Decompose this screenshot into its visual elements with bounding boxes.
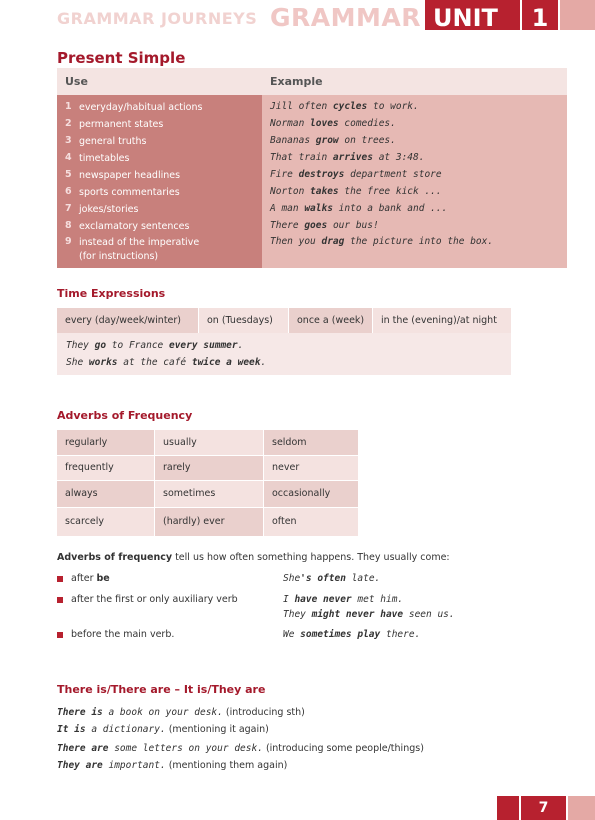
section-title-adverbs: Adverbs of Frequency [57, 409, 193, 422]
adverb-example-2a: I have never met him. [283, 594, 404, 605]
adverb-cell: seldom [264, 430, 358, 455]
adverb-example-2b: They might never have seen us. [283, 609, 455, 620]
example-sentence: Norton takes the free kick ... [270, 186, 442, 197]
adverbs-paragraph: Adverbs of frequency tell us how often something happens. They usually come: [57, 552, 450, 563]
footer-accent-right [568, 796, 595, 820]
present-simple-uses [57, 95, 262, 268]
adverb-cell: usually [155, 430, 263, 455]
header-accent [560, 0, 595, 30]
header-ghost-title: GRAMMAR JOURNEYS [57, 9, 258, 28]
bullet-icon [57, 597, 63, 603]
time-expression-cell: on (Tuesdays) [199, 308, 288, 333]
adverb-cell: (hardly) ever [155, 508, 263, 536]
header-big-title: GRAMMAR [270, 3, 421, 32]
example-sentence: Bananas grow on trees. [270, 135, 396, 146]
time-expression-cell: once a (week) [289, 308, 372, 333]
time-expression-cell: in the (evening)/at night [373, 308, 511, 333]
use-number: 5 [65, 169, 72, 180]
section-title-time-expressions: Time Expressions [57, 287, 166, 300]
adverb-cell: always [57, 481, 154, 507]
use-text: everyday/habitual actions [79, 102, 203, 113]
unit-number: 1 [522, 0, 558, 30]
page-header [0, 0, 595, 32]
use-text: timetables [79, 153, 130, 164]
adverb-cell: often [264, 508, 358, 536]
example-sentence: There goes our bus! [270, 220, 379, 231]
use-number: 1 [65, 101, 72, 112]
use-text: newspaper headlines [79, 170, 181, 181]
adverb-cell: sometimes [155, 481, 263, 507]
use-text: general truths [79, 136, 147, 147]
time-example-1: They go to France every summer. [66, 340, 244, 351]
adverb-cell: scarcely [57, 508, 154, 536]
time-expressions-examples [57, 333, 511, 375]
adverb-cell: never [264, 456, 358, 480]
example-sentence: Fire destroys department store [270, 169, 442, 180]
footer-accent-left [497, 796, 519, 820]
bullet-icon [57, 576, 63, 582]
example-sentence: Then you drag the picture into the box. [270, 236, 494, 247]
adverb-cell: occasionally [264, 481, 358, 507]
use-number: 4 [65, 152, 72, 163]
there-is-line: There is a book on your desk. (introducing sth) [57, 707, 305, 718]
present-simple-header [57, 68, 567, 95]
adverb-cell: rarely [155, 456, 263, 480]
use-number: 9 [65, 236, 72, 247]
time-example-2: She works at the café twice a week. [66, 357, 267, 368]
use-number: 2 [65, 118, 72, 129]
present-simple-examples [262, 95, 567, 268]
use-number: 8 [65, 220, 72, 231]
adverb-example-1: She's often late. [283, 573, 381, 584]
it-is-line: It is a dictionary. (mentioning it again) [57, 724, 269, 735]
col-example: Example [270, 75, 323, 88]
use-text: exclamatory sentences [79, 221, 190, 232]
time-expression-cell: every (day/week/winter) [57, 308, 198, 333]
section-title-present-simple: Present Simple [57, 49, 186, 67]
example-sentence: That train arrives at 3:48. [270, 152, 425, 163]
section-title-there-is: There is/There are – It is/They are [57, 683, 266, 696]
col-use: Use [65, 75, 88, 88]
use-number: 3 [65, 135, 72, 146]
use-text: jokes/stories [79, 204, 139, 215]
there-are-line: There are some letters on your desk. (introducing some people/things) [57, 743, 424, 754]
example-sentence: A man walks into a bank and ... [270, 203, 448, 214]
bullet-icon [57, 632, 63, 638]
use-number: 7 [65, 203, 72, 214]
page-number: 7 [521, 796, 566, 820]
adverb-example-3: We sometimes play there. [283, 629, 421, 640]
adverb-cell: frequently [57, 456, 154, 480]
adverb-cell: regularly [57, 430, 154, 455]
unit-label: UNIT [425, 0, 520, 30]
example-sentence: Jill often cycles to work. [270, 101, 419, 112]
use-text: instead of the imperative (for instructions) [79, 237, 200, 262]
use-text: permanent states [79, 119, 164, 130]
they-are-line: They are important. (mentioning them again) [57, 760, 288, 771]
example-sentence: Norman loves comedies. [270, 118, 396, 129]
use-text: sports commentaries [79, 187, 180, 198]
use-number: 6 [65, 186, 72, 197]
